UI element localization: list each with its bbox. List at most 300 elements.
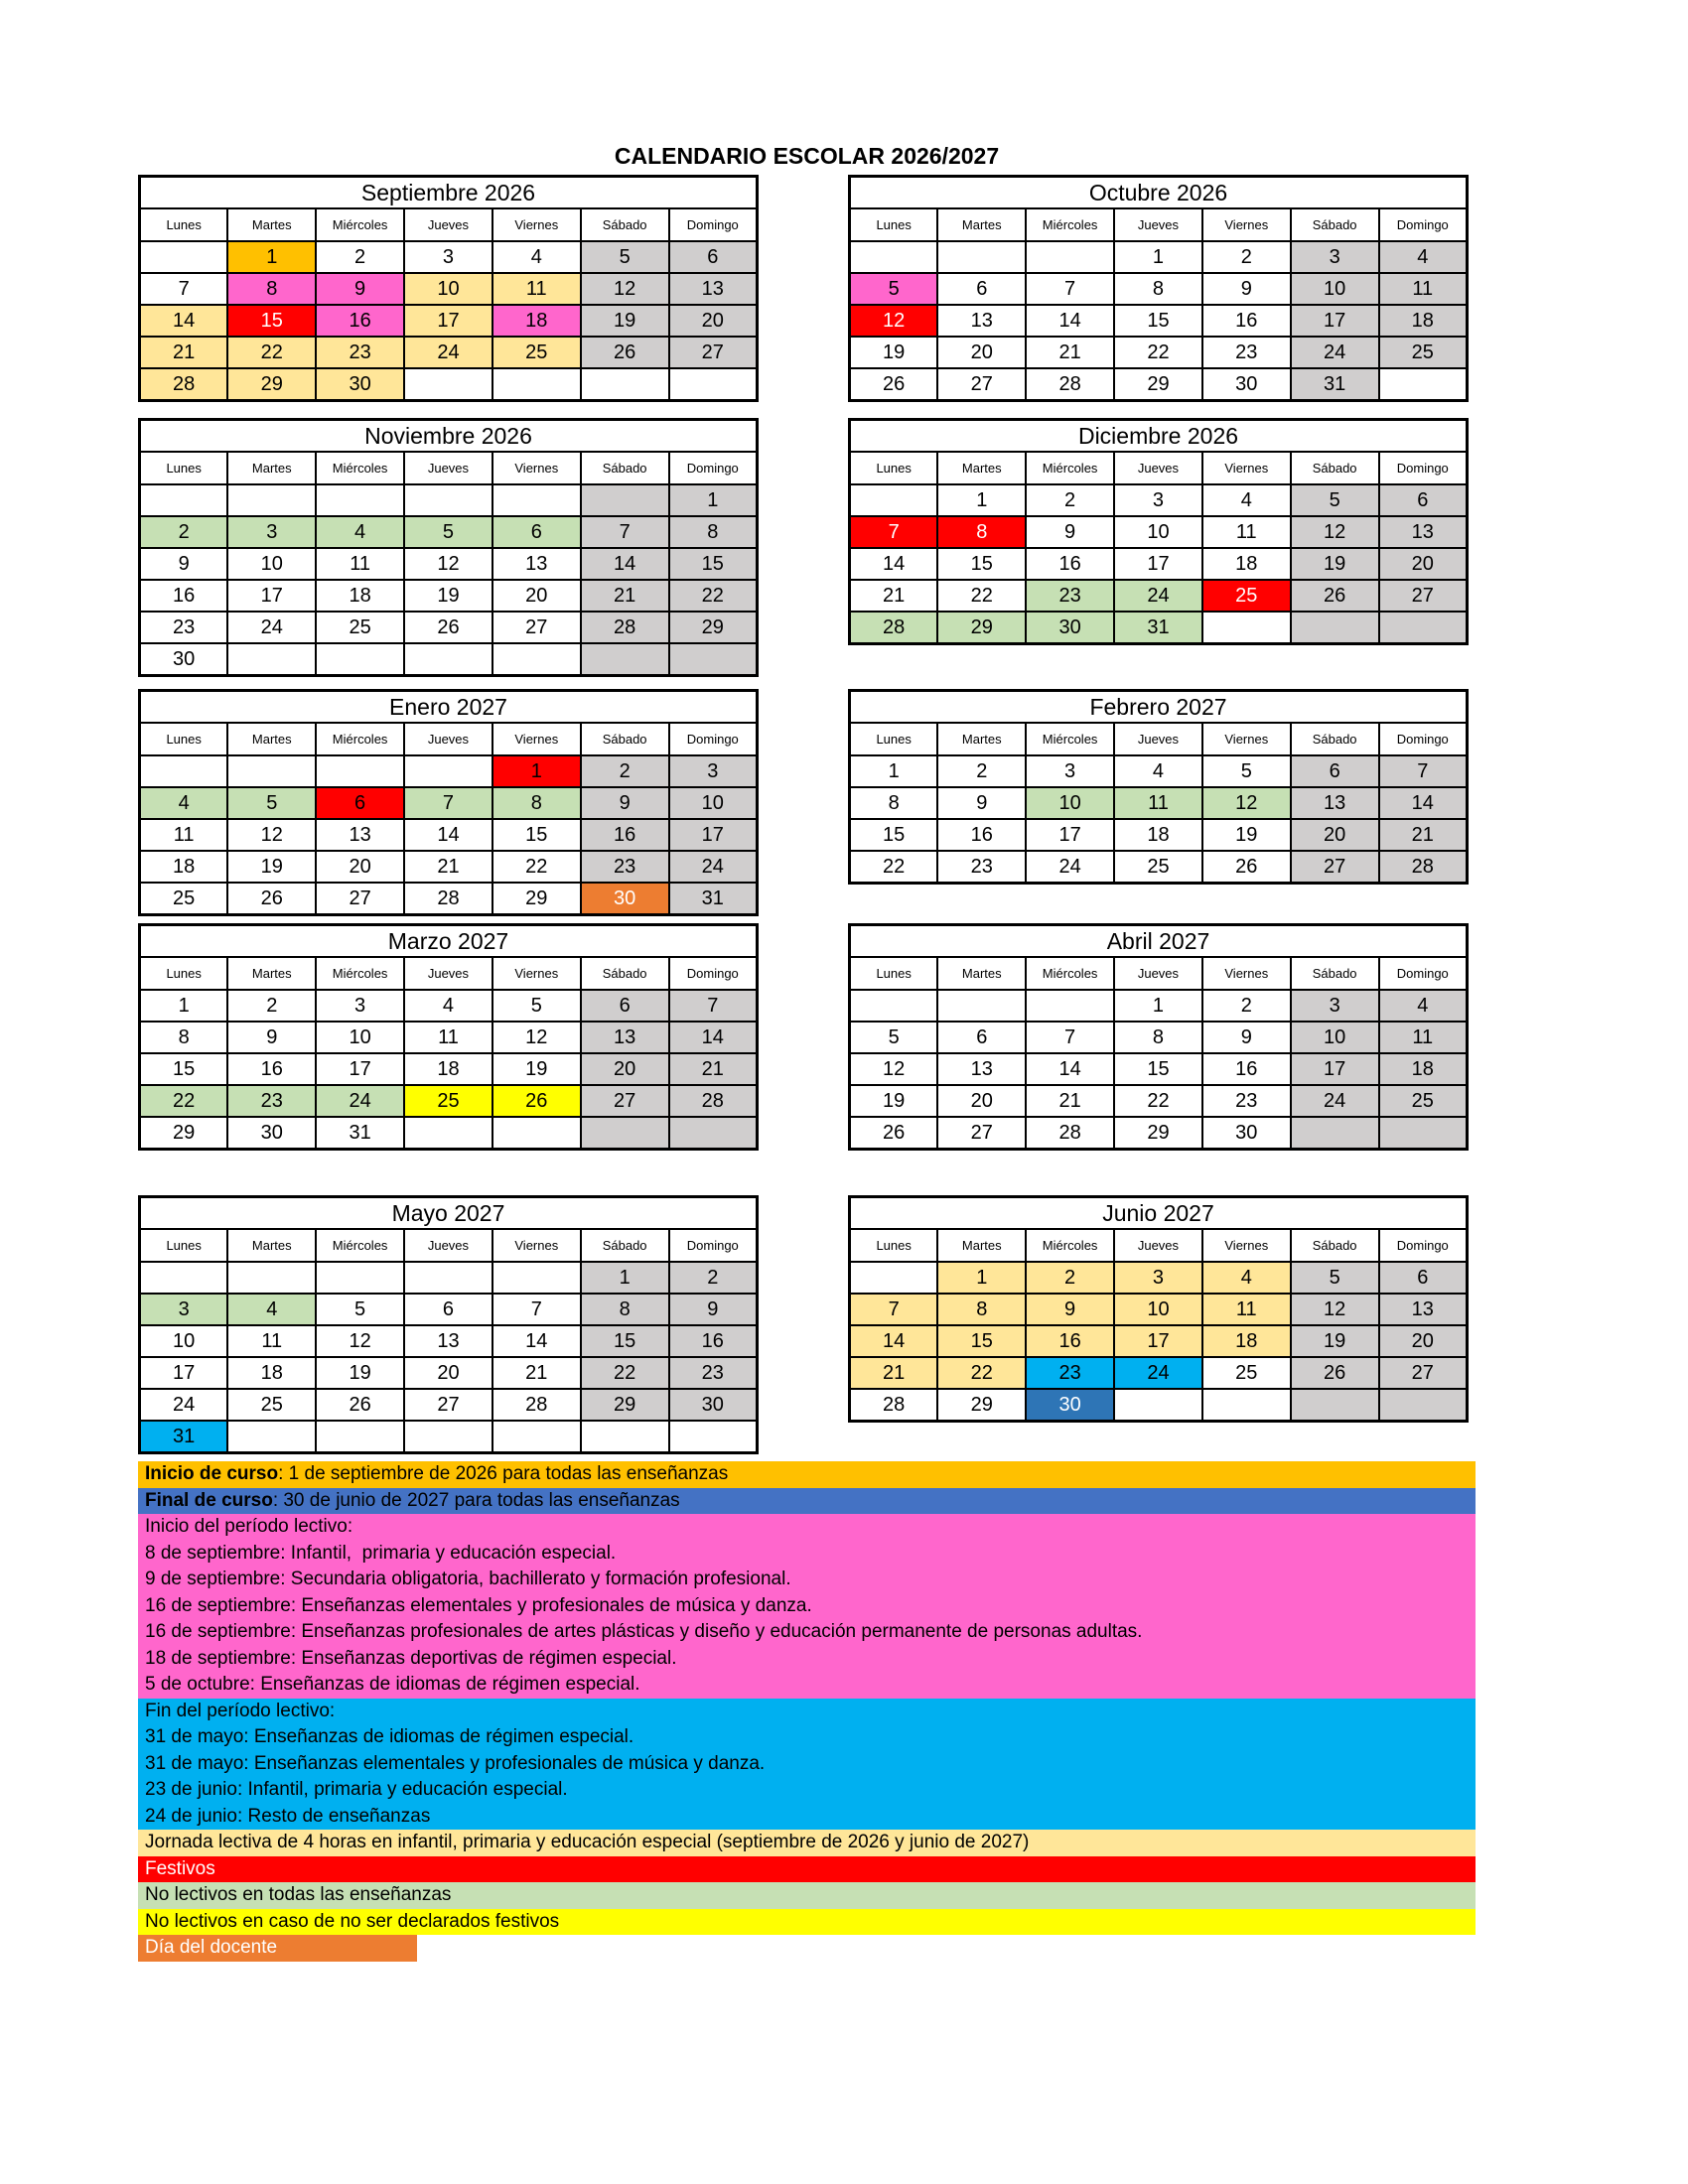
day-cell: 23 bbox=[140, 612, 228, 643]
day-cell: 8 bbox=[937, 516, 1026, 548]
day-cell: 21 bbox=[404, 851, 492, 883]
day-cell: 22 bbox=[669, 580, 758, 612]
day-cell: 6 bbox=[669, 241, 758, 273]
day-cell: 29 bbox=[581, 1389, 669, 1421]
day-cell: 12 bbox=[581, 273, 669, 305]
day-cell: 30 bbox=[140, 643, 228, 676]
empty-cell bbox=[1379, 612, 1468, 644]
day-cell: 29 bbox=[227, 368, 316, 401]
day-cell: 6 bbox=[581, 990, 669, 1022]
day-cell: 12 bbox=[850, 1053, 938, 1085]
day-cell: 21 bbox=[1379, 819, 1468, 851]
day-cell: 5 bbox=[1291, 1262, 1379, 1294]
month-title: Enero 2027 bbox=[140, 691, 758, 724]
empty-cell bbox=[581, 484, 669, 516]
day-cell: 25 bbox=[1202, 1357, 1291, 1389]
weekday-header: Miércoles bbox=[1026, 1229, 1114, 1262]
week-row bbox=[140, 755, 758, 787]
weekday-header-row bbox=[140, 452, 758, 484]
day-cell: 16 bbox=[316, 305, 404, 337]
day-cell: 4 bbox=[1202, 484, 1291, 516]
week-row bbox=[850, 516, 1468, 548]
weekday-header: Jueves bbox=[1114, 1229, 1202, 1262]
weekday-header: Lunes bbox=[850, 452, 938, 484]
day-cell: 8 bbox=[1114, 273, 1202, 305]
day-cell: 15 bbox=[1114, 305, 1202, 337]
day-cell: 30 bbox=[581, 883, 669, 915]
empty-cell bbox=[850, 484, 938, 516]
empty-cell bbox=[1114, 1389, 1202, 1422]
weekday-header-row bbox=[140, 208, 758, 241]
week-row bbox=[140, 1085, 758, 1117]
weekday-header: Lunes bbox=[140, 1229, 228, 1262]
day-cell: 20 bbox=[316, 851, 404, 883]
week-row bbox=[140, 851, 758, 883]
weekday-header: Miércoles bbox=[316, 1229, 404, 1262]
week-row bbox=[850, 1325, 1468, 1357]
day-cell: 6 bbox=[937, 1022, 1026, 1053]
day-cell: 2 bbox=[316, 241, 404, 273]
day-cell: 26 bbox=[850, 368, 938, 401]
legend-line: 24 de junio: Resto de enseñanzas bbox=[145, 1805, 431, 1827]
day-cell: 20 bbox=[581, 1053, 669, 1085]
month-calendar-junio-2027 bbox=[848, 1195, 1469, 1423]
day-cell: 21 bbox=[850, 1357, 938, 1389]
week-row bbox=[140, 305, 758, 337]
weekday-header: Jueves bbox=[1114, 208, 1202, 241]
day-cell: 13 bbox=[1379, 516, 1468, 548]
empty-cell bbox=[492, 1421, 581, 1453]
day-cell: 4 bbox=[1114, 755, 1202, 787]
weekday-header: Jueves bbox=[1114, 957, 1202, 990]
month-title-row bbox=[140, 925, 758, 958]
weekday-header: Miércoles bbox=[1026, 957, 1114, 990]
day-cell: 17 bbox=[1114, 1325, 1202, 1357]
empty-cell bbox=[492, 368, 581, 401]
day-cell: 28 bbox=[1026, 1117, 1114, 1150]
day-cell: 24 bbox=[1114, 580, 1202, 612]
day-cell: 24 bbox=[140, 1389, 228, 1421]
day-cell: 3 bbox=[227, 516, 316, 548]
empty-cell bbox=[1291, 612, 1379, 644]
month-title: Febrero 2027 bbox=[850, 691, 1468, 724]
day-cell: 2 bbox=[1202, 990, 1291, 1022]
day-cell: 14 bbox=[1026, 1053, 1114, 1085]
week-row bbox=[140, 643, 758, 676]
day-cell: 25 bbox=[1379, 337, 1468, 368]
day-cell: 9 bbox=[937, 787, 1026, 819]
empty-cell bbox=[669, 1117, 758, 1150]
month-calendar-septiembre-2026 bbox=[138, 175, 759, 402]
day-cell: 19 bbox=[492, 1053, 581, 1085]
week-row bbox=[140, 1053, 758, 1085]
day-cell: 3 bbox=[669, 755, 758, 787]
weekday-header: Lunes bbox=[850, 723, 938, 755]
day-cell: 11 bbox=[1379, 1022, 1468, 1053]
weekday-header: Domingo bbox=[1379, 452, 1468, 484]
day-cell: 12 bbox=[850, 305, 938, 337]
day-cell: 4 bbox=[1379, 990, 1468, 1022]
empty-cell bbox=[404, 1421, 492, 1453]
day-cell: 11 bbox=[316, 548, 404, 580]
weekday-header: Martes bbox=[937, 208, 1026, 241]
weekday-header: Viernes bbox=[1202, 957, 1291, 990]
day-cell: 27 bbox=[669, 337, 758, 368]
empty-cell bbox=[404, 1262, 492, 1294]
empty-cell bbox=[1291, 1389, 1379, 1422]
day-cell: 9 bbox=[140, 548, 228, 580]
weekday-header: Viernes bbox=[1202, 208, 1291, 241]
day-cell: 5 bbox=[581, 241, 669, 273]
week-row bbox=[850, 851, 1468, 884]
empty-cell bbox=[140, 1262, 228, 1294]
day-cell: 27 bbox=[937, 368, 1026, 401]
day-cell: 27 bbox=[1291, 851, 1379, 884]
day-cell: 15 bbox=[850, 819, 938, 851]
day-cell: 7 bbox=[850, 516, 938, 548]
day-cell: 11 bbox=[1114, 787, 1202, 819]
legend-row bbox=[138, 1856, 1476, 1883]
month-calendar-diciembre-2026 bbox=[848, 418, 1469, 645]
empty-cell bbox=[1202, 1389, 1291, 1422]
weekday-header: Martes bbox=[227, 1229, 316, 1262]
day-cell: 26 bbox=[227, 883, 316, 915]
week-row bbox=[850, 819, 1468, 851]
month-title-row bbox=[850, 177, 1468, 209]
day-cell: 15 bbox=[937, 1325, 1026, 1357]
day-cell: 8 bbox=[937, 1294, 1026, 1325]
empty-cell bbox=[1379, 368, 1468, 401]
week-row bbox=[140, 1022, 758, 1053]
day-cell: 9 bbox=[227, 1022, 316, 1053]
weekday-header: Viernes bbox=[492, 723, 581, 755]
week-row bbox=[850, 787, 1468, 819]
weekday-header: Miércoles bbox=[316, 452, 404, 484]
weekday-header: Viernes bbox=[1202, 723, 1291, 755]
day-cell: 25 bbox=[1114, 851, 1202, 884]
day-cell: 11 bbox=[1379, 273, 1468, 305]
weekday-header: Viernes bbox=[492, 208, 581, 241]
weekday-header: Viernes bbox=[492, 957, 581, 990]
weekday-header: Sábado bbox=[1291, 452, 1379, 484]
month-calendar-enero-2027 bbox=[138, 689, 759, 916]
week-row bbox=[140, 548, 758, 580]
week-row bbox=[140, 1325, 758, 1357]
week-row bbox=[850, 612, 1468, 644]
day-cell: 29 bbox=[669, 612, 758, 643]
day-cell: 29 bbox=[1114, 1117, 1202, 1150]
day-cell: 11 bbox=[404, 1022, 492, 1053]
weekday-header: Martes bbox=[937, 452, 1026, 484]
week-row bbox=[140, 273, 758, 305]
legend-row bbox=[138, 1514, 1476, 1699]
day-cell: 7 bbox=[669, 990, 758, 1022]
day-cell: 20 bbox=[404, 1357, 492, 1389]
empty-cell bbox=[404, 643, 492, 676]
month-title: Marzo 2027 bbox=[140, 925, 758, 958]
day-cell: 9 bbox=[1026, 1294, 1114, 1325]
empty-cell bbox=[1202, 612, 1291, 644]
month-title-row bbox=[850, 420, 1468, 453]
day-cell: 2 bbox=[669, 1262, 758, 1294]
weekday-header: Jueves bbox=[404, 452, 492, 484]
weekday-header: Sábado bbox=[1291, 723, 1379, 755]
weekday-header: Martes bbox=[227, 208, 316, 241]
weekday-header: Sábado bbox=[1291, 208, 1379, 241]
day-cell: 1 bbox=[669, 484, 758, 516]
day-cell: 26 bbox=[404, 612, 492, 643]
legend-line: 9 de septiembre: Secundaria obligatoria, bachillerato y formación profesional. bbox=[145, 1569, 791, 1589]
empty-cell bbox=[492, 1262, 581, 1294]
legend-line: Inicio de curso: 1 de septiembre de 2026 para todas las enseñanzas bbox=[145, 1463, 729, 1484]
legend-line: 16 de septiembre: Enseñanzas elementales y profesionales de música y danza. bbox=[145, 1594, 812, 1616]
week-row bbox=[850, 1117, 1468, 1150]
day-cell: 8 bbox=[1114, 1022, 1202, 1053]
day-cell: 27 bbox=[1379, 1357, 1468, 1389]
day-cell: 4 bbox=[140, 787, 228, 819]
day-cell: 19 bbox=[227, 851, 316, 883]
day-cell: 7 bbox=[1379, 755, 1468, 787]
month-title: Mayo 2027 bbox=[140, 1197, 758, 1230]
week-row bbox=[140, 1421, 758, 1453]
weekday-header: Lunes bbox=[140, 452, 228, 484]
week-row bbox=[140, 516, 758, 548]
day-cell: 5 bbox=[850, 273, 938, 305]
day-cell: 5 bbox=[404, 516, 492, 548]
month-title: Noviembre 2026 bbox=[140, 420, 758, 453]
day-cell: 16 bbox=[1202, 1053, 1291, 1085]
day-cell: 19 bbox=[1291, 548, 1379, 580]
day-cell: 22 bbox=[227, 337, 316, 368]
weekday-header: Sábado bbox=[1291, 957, 1379, 990]
weekday-header: Viernes bbox=[492, 452, 581, 484]
legend-line: Jornada lectiva de 4 horas en infantil, primaria y educación especial (septiembre de 2026 y junio de 2027) bbox=[145, 1832, 1030, 1852]
week-row bbox=[140, 241, 758, 273]
day-cell: 4 bbox=[227, 1294, 316, 1325]
day-cell: 14 bbox=[1026, 305, 1114, 337]
legend-row bbox=[138, 1935, 417, 1962]
day-cell: 8 bbox=[492, 787, 581, 819]
weekday-header-row bbox=[140, 957, 758, 990]
day-cell: 20 bbox=[1291, 819, 1379, 851]
day-cell: 4 bbox=[492, 241, 581, 273]
week-row bbox=[140, 1389, 758, 1421]
day-cell: 3 bbox=[1114, 1262, 1202, 1294]
day-cell: 22 bbox=[937, 580, 1026, 612]
day-cell: 25 bbox=[140, 883, 228, 915]
day-cell: 31 bbox=[1291, 368, 1379, 401]
day-cell: 11 bbox=[140, 819, 228, 851]
day-cell: 1 bbox=[937, 484, 1026, 516]
day-cell: 6 bbox=[1379, 1262, 1468, 1294]
week-row bbox=[140, 990, 758, 1022]
weekday-header-row bbox=[850, 452, 1468, 484]
day-cell: 12 bbox=[492, 1022, 581, 1053]
weekday-header: Domingo bbox=[669, 208, 758, 241]
week-row bbox=[850, 1262, 1468, 1294]
day-cell: 26 bbox=[492, 1085, 581, 1117]
weekday-header: Lunes bbox=[140, 957, 228, 990]
weekday-header: Miércoles bbox=[1026, 723, 1114, 755]
day-cell: 26 bbox=[1291, 1357, 1379, 1389]
week-row bbox=[140, 883, 758, 915]
day-cell: 18 bbox=[1379, 305, 1468, 337]
day-cell: 27 bbox=[316, 883, 404, 915]
day-cell: 24 bbox=[227, 612, 316, 643]
empty-cell bbox=[850, 990, 938, 1022]
legend bbox=[138, 1461, 1476, 1962]
empty-cell bbox=[316, 1421, 404, 1453]
day-cell: 2 bbox=[140, 516, 228, 548]
week-row bbox=[850, 1357, 1468, 1389]
day-cell: 14 bbox=[492, 1325, 581, 1357]
legend-line: 16 de septiembre: Enseñanzas profesionales de artes plásticas y diseño y educación permanente de personas adultas. bbox=[145, 1621, 1143, 1642]
day-cell: 28 bbox=[1379, 851, 1468, 884]
weekday-header: Domingo bbox=[1379, 208, 1468, 241]
day-cell: 17 bbox=[404, 305, 492, 337]
weekday-header: Miércoles bbox=[1026, 208, 1114, 241]
empty-cell bbox=[937, 990, 1026, 1022]
day-cell: 9 bbox=[316, 273, 404, 305]
day-cell: 20 bbox=[937, 337, 1026, 368]
empty-cell bbox=[581, 1421, 669, 1453]
weekday-header: Miércoles bbox=[316, 723, 404, 755]
empty-cell bbox=[140, 484, 228, 516]
day-cell: 11 bbox=[1202, 516, 1291, 548]
weekday-header: Martes bbox=[227, 957, 316, 990]
week-row bbox=[850, 755, 1468, 787]
month-title: Septiembre 2026 bbox=[140, 177, 758, 209]
day-cell: 26 bbox=[581, 337, 669, 368]
month-title: Diciembre 2026 bbox=[850, 420, 1468, 453]
weekday-header: Sábado bbox=[581, 452, 669, 484]
week-row bbox=[850, 273, 1468, 305]
weekday-header: Domingo bbox=[1379, 957, 1468, 990]
day-cell: 9 bbox=[669, 1294, 758, 1325]
day-cell: 18 bbox=[404, 1053, 492, 1085]
day-cell: 21 bbox=[1026, 1085, 1114, 1117]
day-cell: 22 bbox=[1114, 1085, 1202, 1117]
day-cell: 24 bbox=[1114, 1357, 1202, 1389]
day-cell: 16 bbox=[140, 580, 228, 612]
legend-line: Fin del período lectivo: bbox=[145, 1700, 336, 1721]
week-row bbox=[850, 1022, 1468, 1053]
day-cell: 25 bbox=[316, 612, 404, 643]
day-cell: 14 bbox=[404, 819, 492, 851]
day-cell: 9 bbox=[1202, 273, 1291, 305]
weekday-header: Jueves bbox=[1114, 452, 1202, 484]
day-cell: 24 bbox=[669, 851, 758, 883]
day-cell: 20 bbox=[937, 1085, 1026, 1117]
day-cell: 17 bbox=[1114, 548, 1202, 580]
day-cell: 21 bbox=[492, 1357, 581, 1389]
weekday-header-row bbox=[140, 723, 758, 755]
day-cell: 17 bbox=[227, 580, 316, 612]
week-row bbox=[140, 368, 758, 401]
month-title: Octubre 2026 bbox=[850, 177, 1468, 209]
day-cell: 18 bbox=[1379, 1053, 1468, 1085]
day-cell: 18 bbox=[1202, 548, 1291, 580]
weekday-header: Domingo bbox=[669, 452, 758, 484]
legend-row bbox=[138, 1461, 1476, 1488]
day-cell: 30 bbox=[669, 1389, 758, 1421]
empty-cell bbox=[227, 1421, 316, 1453]
day-cell: 1 bbox=[850, 755, 938, 787]
day-cell: 27 bbox=[1379, 580, 1468, 612]
day-cell: 7 bbox=[404, 787, 492, 819]
day-cell: 10 bbox=[1114, 516, 1202, 548]
day-cell: 13 bbox=[1379, 1294, 1468, 1325]
day-cell: 2 bbox=[581, 755, 669, 787]
day-cell: 24 bbox=[1291, 1085, 1379, 1117]
month-title-row bbox=[140, 1197, 758, 1230]
day-cell: 19 bbox=[581, 305, 669, 337]
empty-cell bbox=[937, 241, 1026, 273]
week-row bbox=[850, 368, 1468, 401]
weekday-header: Lunes bbox=[850, 957, 938, 990]
weekday-header: Jueves bbox=[404, 1229, 492, 1262]
week-row bbox=[850, 1085, 1468, 1117]
day-cell: 30 bbox=[1202, 368, 1291, 401]
day-cell: 25 bbox=[492, 337, 581, 368]
day-cell: 27 bbox=[581, 1085, 669, 1117]
day-cell: 8 bbox=[669, 516, 758, 548]
weekday-header: Martes bbox=[937, 1229, 1026, 1262]
empty-cell bbox=[1026, 990, 1114, 1022]
weekday-header: Lunes bbox=[850, 208, 938, 241]
day-cell: 5 bbox=[850, 1022, 938, 1053]
empty-cell bbox=[1026, 241, 1114, 273]
day-cell: 20 bbox=[1379, 548, 1468, 580]
empty-cell bbox=[581, 1117, 669, 1150]
legend-line: No lectivos en caso de no ser declarados festivos bbox=[145, 1910, 560, 1932]
week-row bbox=[850, 580, 1468, 612]
day-cell: 20 bbox=[492, 580, 581, 612]
day-cell: 2 bbox=[1202, 241, 1291, 273]
legend-line: 31 de mayo: Enseñanzas elementales y profesionales de música y danza. bbox=[145, 1752, 766, 1774]
day-cell: 13 bbox=[316, 819, 404, 851]
day-cell: 28 bbox=[404, 883, 492, 915]
empty-cell bbox=[316, 755, 404, 787]
week-row bbox=[850, 990, 1468, 1022]
day-cell: 8 bbox=[140, 1022, 228, 1053]
day-cell: 7 bbox=[140, 273, 228, 305]
week-row bbox=[140, 1117, 758, 1150]
weekday-header: Sábado bbox=[581, 1229, 669, 1262]
day-cell: 12 bbox=[1202, 787, 1291, 819]
day-cell: 2 bbox=[1026, 484, 1114, 516]
day-cell: 29 bbox=[1114, 368, 1202, 401]
weekday-header: Miércoles bbox=[316, 957, 404, 990]
day-cell: 28 bbox=[492, 1389, 581, 1421]
week-row bbox=[140, 819, 758, 851]
day-cell: 10 bbox=[669, 787, 758, 819]
weekday-header-row bbox=[850, 1229, 1468, 1262]
day-cell: 12 bbox=[227, 819, 316, 851]
empty-cell bbox=[669, 643, 758, 676]
day-cell: 30 bbox=[1026, 1389, 1114, 1422]
day-cell: 9 bbox=[1202, 1022, 1291, 1053]
day-cell: 24 bbox=[1026, 851, 1114, 884]
weekday-header: Sábado bbox=[581, 208, 669, 241]
legend-bold-label: Final de curso bbox=[145, 1489, 273, 1511]
week-row bbox=[850, 305, 1468, 337]
empty-cell bbox=[669, 1421, 758, 1453]
day-cell: 26 bbox=[1291, 580, 1379, 612]
day-cell: 14 bbox=[1379, 787, 1468, 819]
day-cell: 20 bbox=[669, 305, 758, 337]
day-cell: 23 bbox=[227, 1085, 316, 1117]
